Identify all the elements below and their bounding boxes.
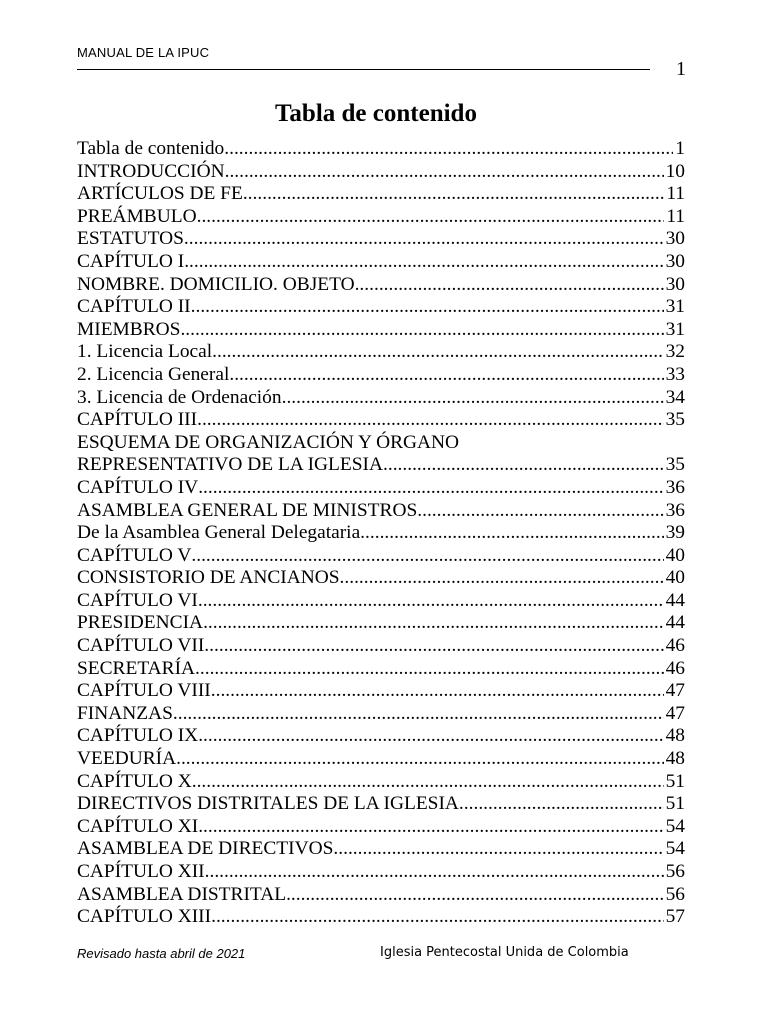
toc-entry-page: 51 (665, 793, 685, 815)
toc-entry[interactable] (77, 545, 685, 568)
toc-entry[interactable] (77, 703, 685, 726)
toc-entry-page: 1 (675, 138, 685, 159)
toc-entry-page: 44 (665, 589, 685, 611)
toc-entry-page: 11 (666, 205, 685, 227)
toc-entry-label: 3. Licencia de Ordenación. (77, 386, 287, 408)
toc-entry-page: 31 (665, 296, 685, 318)
toc-entry[interactable] (77, 296, 685, 319)
toc-entry[interactable] (77, 319, 685, 342)
dot-leader (224, 138, 673, 161)
toc-heading: Tabla de contenido (275, 100, 477, 127)
toc-entry[interactable] (77, 680, 685, 703)
dot-leader (211, 680, 664, 703)
toc-entry-page: 56 (665, 861, 685, 882)
dot-leader (286, 884, 664, 907)
toc-entry[interactable] (77, 838, 685, 861)
footer-revision-note: Revisado hasta abril de 2021 (77, 946, 246, 961)
toc-entry-label: ASAMBLEA GENERAL DE MINISTROS (77, 499, 418, 521)
toc-entry[interactable] (77, 658, 685, 681)
toc-entry-label: REPRESENTATIVO DE LA IGLESIA (77, 454, 383, 476)
dot-leader (417, 500, 663, 523)
toc-entry-page: 32 (665, 341, 685, 363)
dot-leader (173, 703, 664, 726)
toc-entry-label: VEEDURÍA (77, 748, 177, 770)
toc-entry-page: 40 (665, 544, 685, 566)
toc-entry-label: DIRECTIVOS DISTRITALES DE LA IGLESIA. (77, 793, 464, 815)
toc-entry[interactable] (77, 567, 685, 590)
toc-entry[interactable] (77, 500, 685, 523)
toc-entry-label: 1. Licencia Local (77, 341, 213, 363)
dot-leader (355, 274, 664, 297)
dot-leader (243, 183, 665, 206)
toc-entry-label: CAPÍTULO III (77, 409, 198, 431)
toc-entry-page: 48 (665, 748, 685, 770)
toc-entry-label: 2. Licencia General. (77, 363, 235, 385)
toc-entry-page: 47 (665, 680, 685, 702)
dot-leader (464, 793, 664, 816)
dot-leader (191, 296, 664, 319)
toc-entry-page: 44 (665, 612, 685, 634)
toc-entry[interactable] (77, 251, 685, 274)
toc-entry[interactable] (77, 477, 685, 500)
toc-entry[interactable] (77, 861, 685, 884)
toc-entry-label: CAPÍTULO II (77, 296, 191, 318)
toc-entry-page: 33 (665, 363, 685, 385)
dot-leader (192, 771, 664, 794)
dot-leader (191, 545, 663, 568)
toc-entry[interactable] (77, 228, 685, 251)
dot-leader (333, 838, 663, 861)
toc-entry-label: ARTÍCULOS DE FE (77, 183, 243, 205)
dot-leader (211, 906, 664, 929)
toc-entry-label: CAPÍTULO XIII (77, 906, 212, 928)
toc-entry-page: 30 (665, 273, 685, 295)
dot-leader (204, 635, 663, 658)
dot-leader (197, 206, 665, 229)
dot-leader (234, 364, 663, 387)
toc-entry-label: CAPÍTULO I (77, 250, 185, 272)
toc-entry-label: SECRETARÍA (77, 657, 196, 679)
toc-entry-label: CONSISTORIO DE ANCIANOS (77, 567, 340, 589)
toc-entry-label: CAPÍTULO XI (77, 815, 199, 837)
dot-leader (198, 725, 663, 748)
toc-entry[interactable] (77, 341, 685, 364)
toc-entry-label: INTRODUCCIÓN (77, 160, 225, 182)
dot-leader (360, 522, 663, 545)
toc-entry[interactable] (77, 522, 685, 545)
toc-entry-label: CAPÍTULO X (77, 770, 192, 792)
page-number: 1 (676, 58, 686, 80)
footer-organization: Iglesia Pentecostal Unida de Colombia (380, 945, 629, 960)
toc-entry-label: CAPÍTULO IX (77, 725, 199, 747)
toc-entry-page: 10 (665, 160, 685, 182)
toc-entry-label: CAPÍTULO XII (77, 861, 205, 882)
toc-entry-page: 54 (665, 838, 685, 860)
running-header-title: MANUAL DE LA IPUC (77, 45, 210, 60)
dot-leader (203, 612, 664, 635)
toc-entry-label: CAPÍTULO VIII (77, 680, 211, 702)
dot-leader (212, 341, 663, 364)
toc-entry-page: 51 (665, 770, 685, 792)
toc-entry[interactable] (77, 884, 685, 907)
toc-entry-page: 36 (665, 499, 685, 521)
toc-entry-label: NOMBRE. DOMICILIO. OBJETO (77, 273, 355, 295)
toc-entry-label: CAPÍTULO V (77, 544, 192, 566)
toc-entry[interactable] (77, 793, 685, 816)
toc-entry[interactable] (77, 206, 685, 229)
toc-entry-label: FINANZAS (77, 702, 173, 724)
toc-entry[interactable] (77, 387, 685, 410)
dot-leader (197, 409, 664, 432)
toc-entry-label: ASAMBLEA DE DIRECTIVOS (77, 838, 334, 860)
dot-leader (198, 477, 663, 500)
toc-entry-page: 11 (666, 183, 685, 205)
toc-entry-label-line: ESQUEMA DE ORGANIZACIÓN Y ÓRGANO (77, 431, 460, 453)
toc-entry[interactable] (77, 748, 685, 771)
toc-entry[interactable] (77, 409, 685, 432)
toc-entry-label: CAPÍTULO VII (77, 635, 205, 657)
toc-entry[interactable] (77, 635, 685, 658)
dot-leader (340, 567, 664, 590)
toc-entry[interactable] (77, 590, 685, 613)
toc-entry-label: De la Asamblea General Delegataria (77, 522, 361, 544)
toc-entry-label: CAPÍTULO VI (77, 589, 198, 611)
dot-leader (176, 748, 664, 771)
toc-entry-page: 35 (665, 409, 685, 431)
toc-entry-page: 54 (665, 815, 685, 837)
toc-entry-page: 56 (665, 883, 685, 905)
toc-entry-page: 57 (665, 906, 685, 928)
dot-leader (225, 161, 664, 184)
toc-entry-label: PRESIDENCIA (77, 612, 204, 634)
dot-leader (286, 387, 663, 410)
toc-entry-page: 31 (665, 318, 685, 340)
toc-entry[interactable] (77, 161, 685, 184)
toc-entry-page: 30 (665, 250, 685, 272)
toc-entry[interactable] (77, 725, 685, 748)
toc-entry[interactable] (77, 183, 685, 206)
dot-leader (195, 658, 664, 681)
dot-leader (205, 861, 664, 884)
toc-entry[interactable] (77, 771, 685, 794)
toc-entry-page: 35 (665, 454, 685, 476)
toc-entry[interactable] (77, 274, 685, 297)
toc-entry-page: 30 (665, 228, 685, 250)
toc-entry-label: CAPÍTULO IV (77, 476, 199, 498)
toc-entry-label: Tabla de contenido (77, 138, 225, 159)
toc-entry-page: 47 (665, 702, 685, 724)
toc-entry[interactable] (77, 612, 685, 635)
toc-entry-label: ASAMBLEA DISTRITAL (77, 883, 287, 905)
dot-leader (184, 228, 664, 251)
table-of-contents (77, 138, 685, 929)
toc-entry-page: 39 (665, 522, 685, 544)
toc-entry[interactable] (77, 138, 685, 161)
toc-entry-label: PREÁMBULO (77, 205, 197, 227)
dot-leader (198, 590, 664, 613)
toc-entry[interactable] (77, 454, 685, 477)
toc-entry-page: 46 (665, 635, 685, 657)
toc-entry[interactable] (77, 816, 685, 839)
toc-entry-page: 46 (665, 657, 685, 679)
dot-leader (383, 454, 664, 477)
toc-entry-page: 34 (665, 386, 685, 408)
toc-entry[interactable] (77, 364, 685, 387)
toc-entry-page: 36 (665, 476, 685, 498)
toc-entry-page: 48 (665, 725, 685, 747)
dot-leader (184, 251, 663, 274)
dot-leader (198, 816, 663, 839)
toc-entry-page: 40 (665, 567, 685, 589)
toc-entry-label: ESTATUTOS (77, 228, 184, 250)
header-divider (77, 69, 650, 70)
toc-entry-label: MIEMBROS (77, 318, 181, 340)
dot-leader (180, 319, 663, 342)
toc-entry[interactable] (77, 906, 685, 929)
